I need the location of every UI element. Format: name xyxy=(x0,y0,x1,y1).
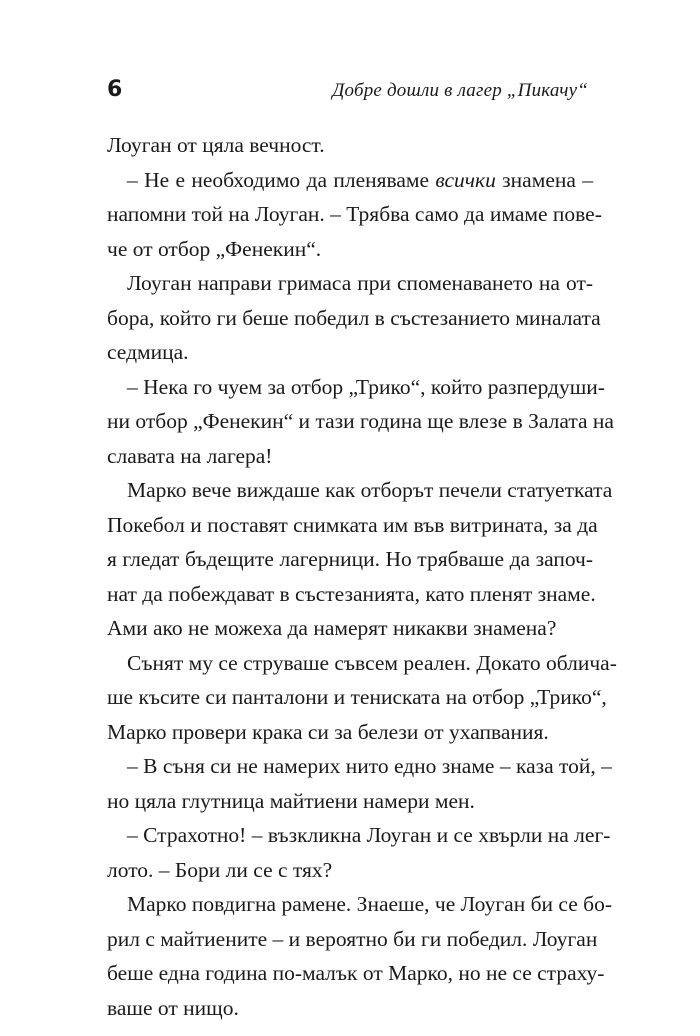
text-line: нат да побеждават в състезанията, като пленят знаме. xyxy=(107,581,596,606)
text-line: Марко повдигна рамене. Знаеше, че Лоуган би се бо- xyxy=(127,892,612,916)
text-line: Марко вече виждаше как отборът печели статуетката xyxy=(127,478,613,502)
text-line: ше късите си панталони и тениската на отбор „Трико“, xyxy=(107,685,607,709)
text-line: Марко провери крака си за белези от ухапвания. xyxy=(107,719,549,744)
text-line: напомни той на Лоуган. – Трябва само да имаме пове- xyxy=(107,202,602,226)
text-line: ваше от нищо. xyxy=(107,995,239,1020)
text-line: Лоуган направи гримаса при споменаването на от- xyxy=(127,271,593,295)
text-line xyxy=(107,163,593,198)
running-title: Добре дошли в лагер „Пикачу“ xyxy=(332,80,588,101)
text-line: я гледат бъдещите лагерници. Но трябваше да започ- xyxy=(107,547,593,571)
text-line: – Нека го чуем за отбор „Трико“, който разпердуши- xyxy=(127,374,605,399)
text-line: седмица. xyxy=(107,340,189,364)
text-line: ни отбор „Фенекин“ и тази година ще влезе в Залата на xyxy=(107,409,614,433)
text-line: но цяла глутница майтиени намери мен. xyxy=(107,788,475,813)
body-text xyxy=(107,128,617,1025)
text-line: Сънят му се струваше съвсем реален. Докато облича- xyxy=(127,650,617,675)
text-line: беше една година по-малък от Марко, но не се страху- xyxy=(107,961,605,985)
text-line: – В съня си не намерих нито едно знаме – каза той, – xyxy=(127,754,612,778)
text-line: рил с майтиените – и вероятно би ги победил. Лоуган xyxy=(107,926,598,951)
text-line: Покебол и поставят снимката им във витрината, за да xyxy=(107,512,598,537)
text-line: бора, който ги беше победил в състезанието миналата xyxy=(107,305,601,330)
text-line: Лоуган от цяла вечност. xyxy=(107,133,325,157)
text-segment: знамена – xyxy=(495,167,593,192)
text-line: че от отбор „Фенекин“. xyxy=(107,236,322,261)
text-line: – Страхотно! – възкликна Лоуган и се хвърли на лег- xyxy=(127,823,611,847)
page-number: 6 xyxy=(107,77,123,102)
text-line: лото. – Бори ли се с тях? xyxy=(107,857,333,882)
emphasis-word: всички xyxy=(435,167,496,192)
text-segment: – Не е необходимо да пленяваме xyxy=(127,167,436,192)
text-line: Ами ако не можеха да намерят никакви знамена? xyxy=(107,616,557,640)
text-line: славата на лагера! xyxy=(107,443,273,468)
page-header xyxy=(107,77,588,107)
